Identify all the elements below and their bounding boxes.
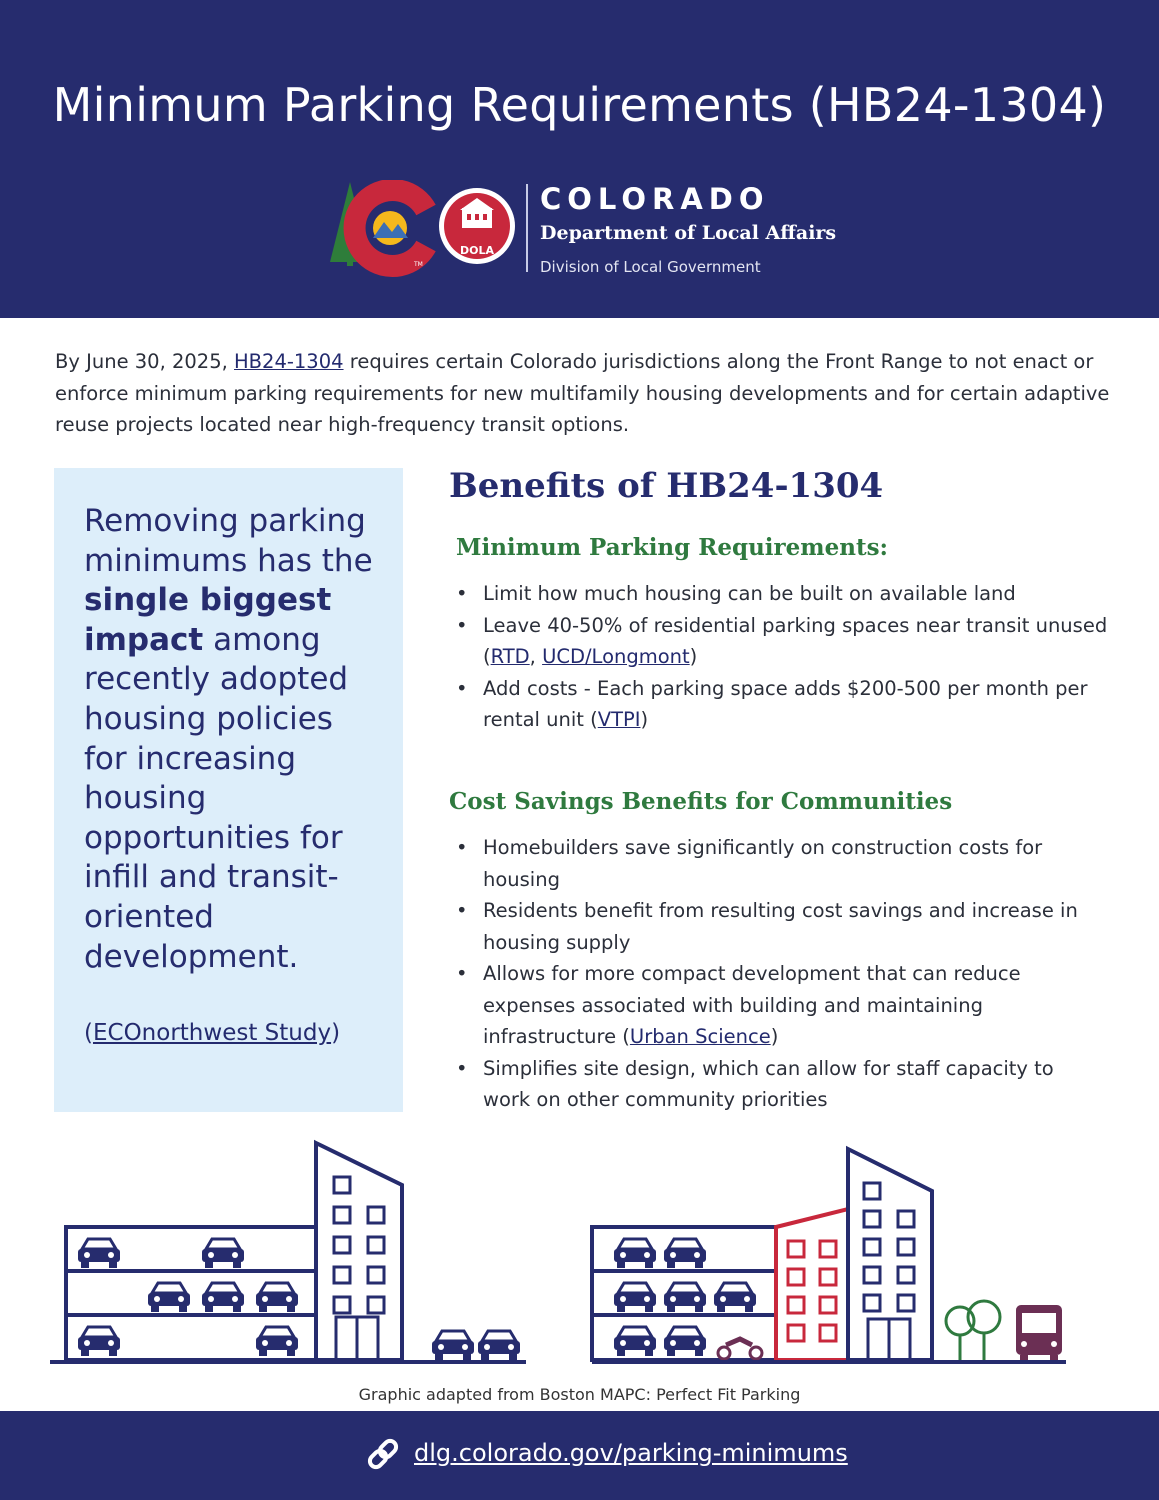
list-item-text: Add costs - Each parking space adds $200-500 per month per rental unit ( (483, 676, 1088, 731)
list-item-close: ) (640, 708, 649, 731)
cite-close-paren: ) (331, 1020, 341, 1046)
footer-website-link[interactable]: dlg.colorado.gov/parking-minimums (414, 1439, 848, 1467)
callout-text (84, 502, 384, 977)
tm-mark: TM (414, 261, 423, 268)
list-item-text: Simplifies site design, which can allow for staff capacity to work on other community priorities (483, 1056, 1054, 1111)
callout-text-after: among recently adopted housing policies for increasing housing opportunities for infill and transit-oriented development. (84, 621, 349, 975)
list-item (456, 578, 1136, 610)
callout-text-before: Removing parking minimums has the (84, 503, 373, 579)
colorado-dola-logo (328, 180, 848, 280)
cost-savings-list (456, 832, 1106, 1116)
econorthwest-study-link[interactable]: ECOnorthwest Study (92, 1020, 332, 1046)
intro-paragraph (55, 346, 1115, 441)
list-item-close: ) (770, 1025, 779, 1048)
department-name: Department of Local Affairs (540, 222, 837, 244)
list-item-text: Residents benefit from resulting cost savings and increase in housing supply (483, 899, 1078, 954)
list-item (456, 1053, 1106, 1116)
rtd-link[interactable]: RTD (490, 645, 530, 668)
left-scene-parking-heavy (50, 1143, 526, 1362)
trees-icon (946, 1301, 1000, 1360)
division-name: Division of Local Government (540, 258, 761, 276)
list-item (456, 673, 1136, 736)
list-item (456, 895, 1106, 958)
dola-seal-text: DOLA (459, 244, 495, 257)
list-item-text: Allows for more compact development that can reduce expenses associated with building and maintaining infrastructure ( (483, 962, 1021, 1048)
list-item (456, 610, 1136, 673)
illustration-caption: Graphic adapted from Boston MAPC: Perfect Fit Parking (358, 1385, 801, 1404)
parking-illustration (40, 1135, 1120, 1375)
bus-icon (1016, 1305, 1062, 1361)
list-item-text: Leave 40-50% of residential parking spaces near transit unused ( (483, 613, 1108, 668)
callout-emphasis: single biggest impact (84, 582, 332, 658)
list-item-separator: , (529, 645, 543, 668)
urban-science-link[interactable]: Urban Science (629, 1025, 771, 1048)
section-heading-minimum-parking: Minimum Parking Requirements: (456, 534, 889, 561)
link-icon (364, 1435, 402, 1473)
list-item (456, 832, 1106, 895)
list-item (456, 958, 1106, 1053)
intro-suffix: requires certain Colorado jurisdictions along the Front Range to not enact or enforce minimum parking requirements for new multifamily housing developments and for certain adaptive reuse projects located near high-frequency transit options. (55, 350, 1110, 436)
logo-marks-icon (328, 180, 528, 280)
benefits-title: Benefits of HB24-1304 (449, 466, 884, 506)
intro-prefix: By June 30, 2025, (55, 350, 235, 373)
hb24-1304-link[interactable]: HB24-1304 (234, 350, 344, 373)
ucd-longmont-link[interactable]: UCD/Longmont (542, 645, 690, 668)
list-item-close: ) (689, 645, 698, 668)
list-item-text: Homebuilders save significantly on construction costs for housing (483, 836, 1043, 891)
cite-open-paren: ( (84, 1020, 93, 1046)
motorcycle-icon (718, 1339, 762, 1359)
minimum-parking-list (456, 578, 1136, 736)
right-scene-compact (592, 1149, 1066, 1362)
callout-citation (84, 1020, 340, 1046)
page-title: Minimum Parking Requirements (HB24-1304) (52, 78, 1107, 132)
colorado-wordmark: COLORADO (540, 182, 770, 216)
section-heading-cost-savings: Cost Savings Benefits for Communities (449, 788, 953, 815)
vtpi-link[interactable]: VTPI (597, 708, 641, 731)
footer-banner (0, 1411, 1159, 1500)
header-banner (0, 0, 1159, 318)
list-item-text: Limit how much housing can be built on available land (483, 582, 1016, 605)
callout-box (54, 468, 403, 1112)
logo-divider (526, 184, 528, 272)
sun-icon (373, 211, 407, 245)
